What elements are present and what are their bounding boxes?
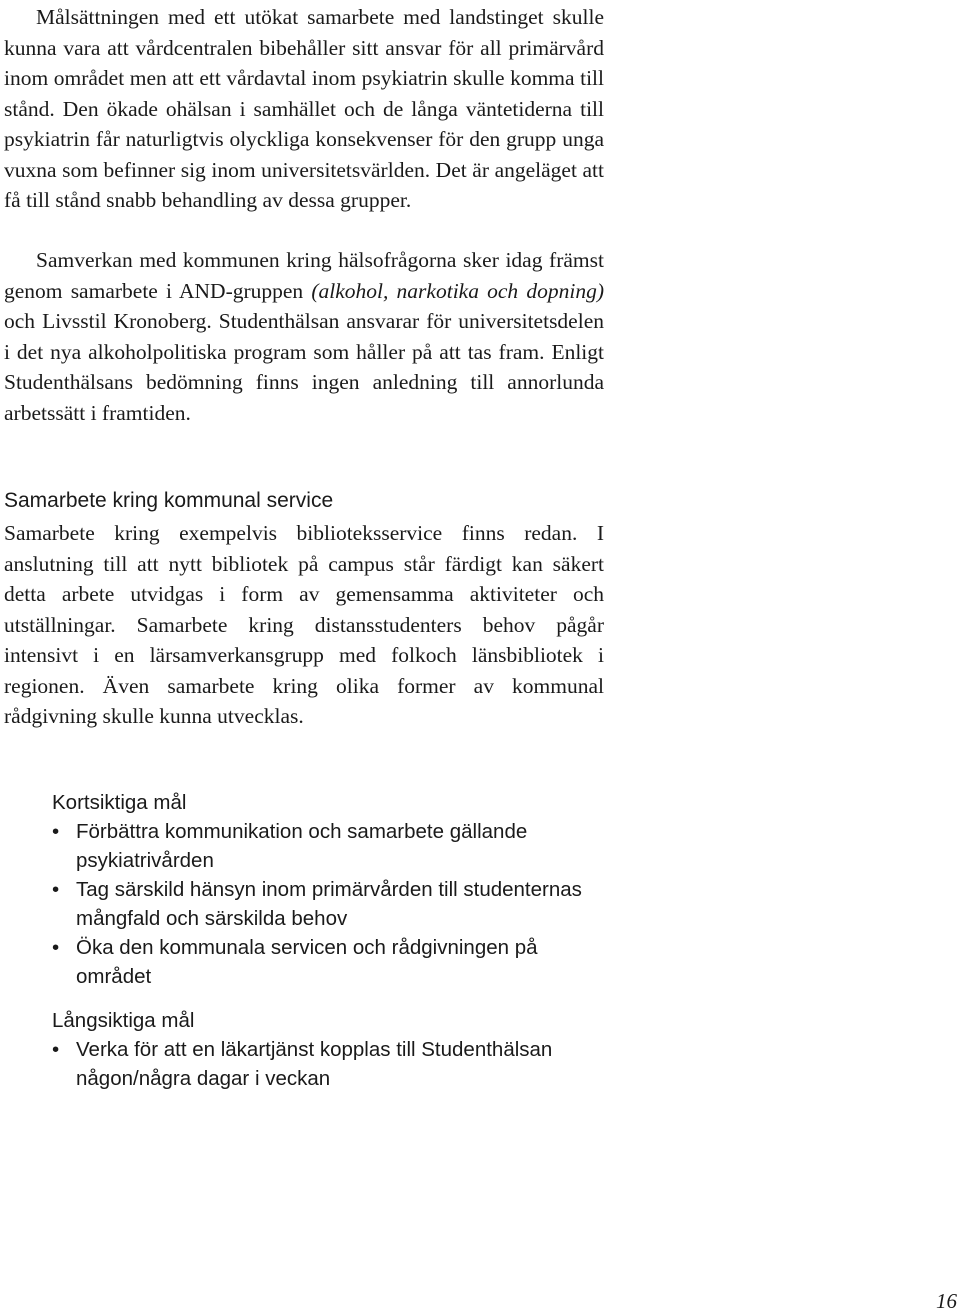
paragraph-landstinget: Målsättningen med ett utökat samarbete med landstinget skulle kunna vara att vårdcentralen bibehåller sitt ansvar för all primärvård inom området men att ett vårdavtal inom psykiatrin skulle komma till stånd. Den ökade ohälsan i samhället och de långa väntetiderna till psykiatrin får naturligtvis olyckliga konsekvenser för den grupp unga vuxna som befinner sig inom universitetsvärlden. Det är angeläget att få till stånd snabb behandling av dessa grupper. [4, 5, 604, 212]
list-item-text: Öka den kommunala servicen och rådgivningen på området [76, 936, 538, 988]
short-term-goals [52, 788, 612, 991]
long-term-goals-list [52, 1035, 612, 1093]
list-item [52, 875, 612, 933]
bullet-icon: • [52, 1038, 60, 1061]
list-item [52, 933, 612, 991]
paragraph-kommunen [4, 245, 604, 428]
bullet-icon: • [52, 820, 60, 843]
paragraph-kommunen-text-2: och Livsstil Kronoberg. Studenthälsan ansvarar för universitetsdelen i det nya alkoholpolitiska program som håller på att tas fram. Enligt Studenthälsans bedömning finns ingen anledning till annorlunda arbetssätt i framtiden. [4, 309, 604, 425]
long-term-goals [52, 1006, 612, 1093]
section-heading-kommunal-service: Samarbete kring kommunal service [4, 489, 334, 512]
list-item-text: Verka för att en läkartjänst kopplas till Studenthälsan någon/några dagar i veckan [76, 1038, 553, 1090]
long-term-goals-heading: Långsiktiga mål [52, 1009, 195, 1032]
short-term-goals-heading: Kortsiktiga mål [52, 791, 187, 814]
paragraph-kommunen-emphasis: (alkohol, narkotika och dopning) [311, 278, 604, 303]
list-item-text: Förbättra kommunikation och samarbete gällande psykiatrivården [76, 820, 528, 872]
bullet-icon: • [52, 936, 60, 959]
list-item-text: Tag särskild hänsyn inom primärvården till studenternas mångfald och särskilda behov [76, 878, 582, 930]
list-item [52, 817, 612, 875]
page-number: 16 [936, 1289, 957, 1313]
paragraph-kommunen-text-1: Samverkan med kommunen kring hälsofrågorna sker idag främst genom samarbete i AND-gruppen [4, 248, 604, 303]
list-item [52, 1035, 612, 1093]
paragraph-kommunal-service: Samarbete kring exempelvis biblioteksservice finns redan. I anslutning till att nytt bibliotek på campus står färdigt kan säkert detta arbete utvidgas i form av gemensamma aktiviteter och utställningar. Samarbete kring distansstudenters behov pågår intensivt i en lärsamverkansgrupp med folkoch länsbibliotek i regionen. Även samarbete kring olika former av kommunal rådgivning skulle kunna utvecklas. [4, 521, 604, 728]
bullet-icon: • [52, 878, 60, 901]
short-term-goals-list [52, 817, 612, 991]
